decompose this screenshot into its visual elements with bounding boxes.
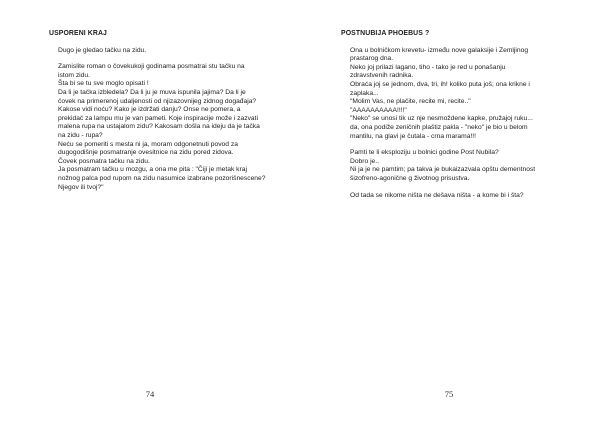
paragraph: "Neko" se unosi tik uz nje nesmoždene kapke, pružajoj ruku... da, ona podiže zeničnih plaštiz pakla - "neko" je bio u belom mantilu, na glavi je čutala - crna marama!!! bbox=[350, 115, 533, 140]
chapter-title: USPORENI KRAJ bbox=[49, 30, 107, 37]
paragraph: Da li je tačka izbledela? Da li ju je muva ispunila jajima? Da li je čovek na primerenoj udaljenosti od njizazovnijeg zidnog događaja? Kakose vidi noću? Kako je izdržati danju? Onse ne pomera, a prekidač za lampu mu je van pameti. Koje inspiracije može i zazvati malena rupa na ustajalom zidu? Kakosam došla na ideju da je tačka na zidu - rupa? bbox=[58, 88, 260, 139]
paragraph: Od tada se nikome ništa ne dešava ništa - a kome bi i šta? bbox=[350, 191, 524, 199]
right-text-block bbox=[336, 30, 568, 200]
paragraph: Pamti te li eksploziju u bolnici godine Post Nubila? bbox=[350, 149, 499, 157]
paragraph: Neću se pomeriti s mesta ni ja, moram odgonetnuti povod za dugogodišnje posmatranje ovesitnice na zidu pored zidova. bbox=[58, 140, 238, 157]
chapter-title: POSTNUBIJA PHOEBUS ? bbox=[341, 30, 430, 37]
paragraph: Šta bi se tu sve moglo opisati ! bbox=[58, 80, 149, 88]
left-text-block bbox=[44, 30, 276, 192]
page-number: 75 bbox=[444, 389, 454, 399]
paragraph: Dugo je gledao tačku na zidu. bbox=[58, 46, 147, 54]
paragraph: Neko joj prilazi lagano, tiho - tako je red u ponašanju zdravstvenih radnika. bbox=[350, 63, 506, 80]
paragraph: Dobro je.. bbox=[350, 157, 379, 165]
right-page bbox=[300, 0, 600, 428]
paragraph: Njegov ili tvoj?" bbox=[58, 183, 104, 191]
paragraph: Čovek posmatra tačku na zidu. bbox=[58, 157, 150, 165]
paragraph: Zamislite roman o čovekukoji godinama posmatrai stu tačku na istom zidu. bbox=[58, 63, 245, 79]
paragraph: Ni ja je ne pamtim; pa takva je bukaizazvala opštu dementnost šizofreno-agonične g životnog prisustva. bbox=[350, 166, 536, 182]
page-number: 74 bbox=[145, 389, 155, 399]
paragraph: Obraća joj se jednom, dva, tri, ih! koliko puta još; ona krikne i zaplaka... bbox=[350, 80, 530, 97]
paragraph: "AAAAAAAAAA!!!!" bbox=[350, 106, 407, 114]
paragraph: "Molim Vas, ne plačite, recite mi, recite.." bbox=[350, 98, 471, 106]
paragraph: Ja posmatram tačku u mozgu, a ona me pita : "Čiji je metak kraj nožnog palca pod rupom na zidu nasumice izabrane pozorišnescene? bbox=[58, 166, 266, 182]
paragraph: Ona u bolničkom krevetu- između nove galaksije i Zemljinog prastarog dna. bbox=[350, 46, 529, 63]
